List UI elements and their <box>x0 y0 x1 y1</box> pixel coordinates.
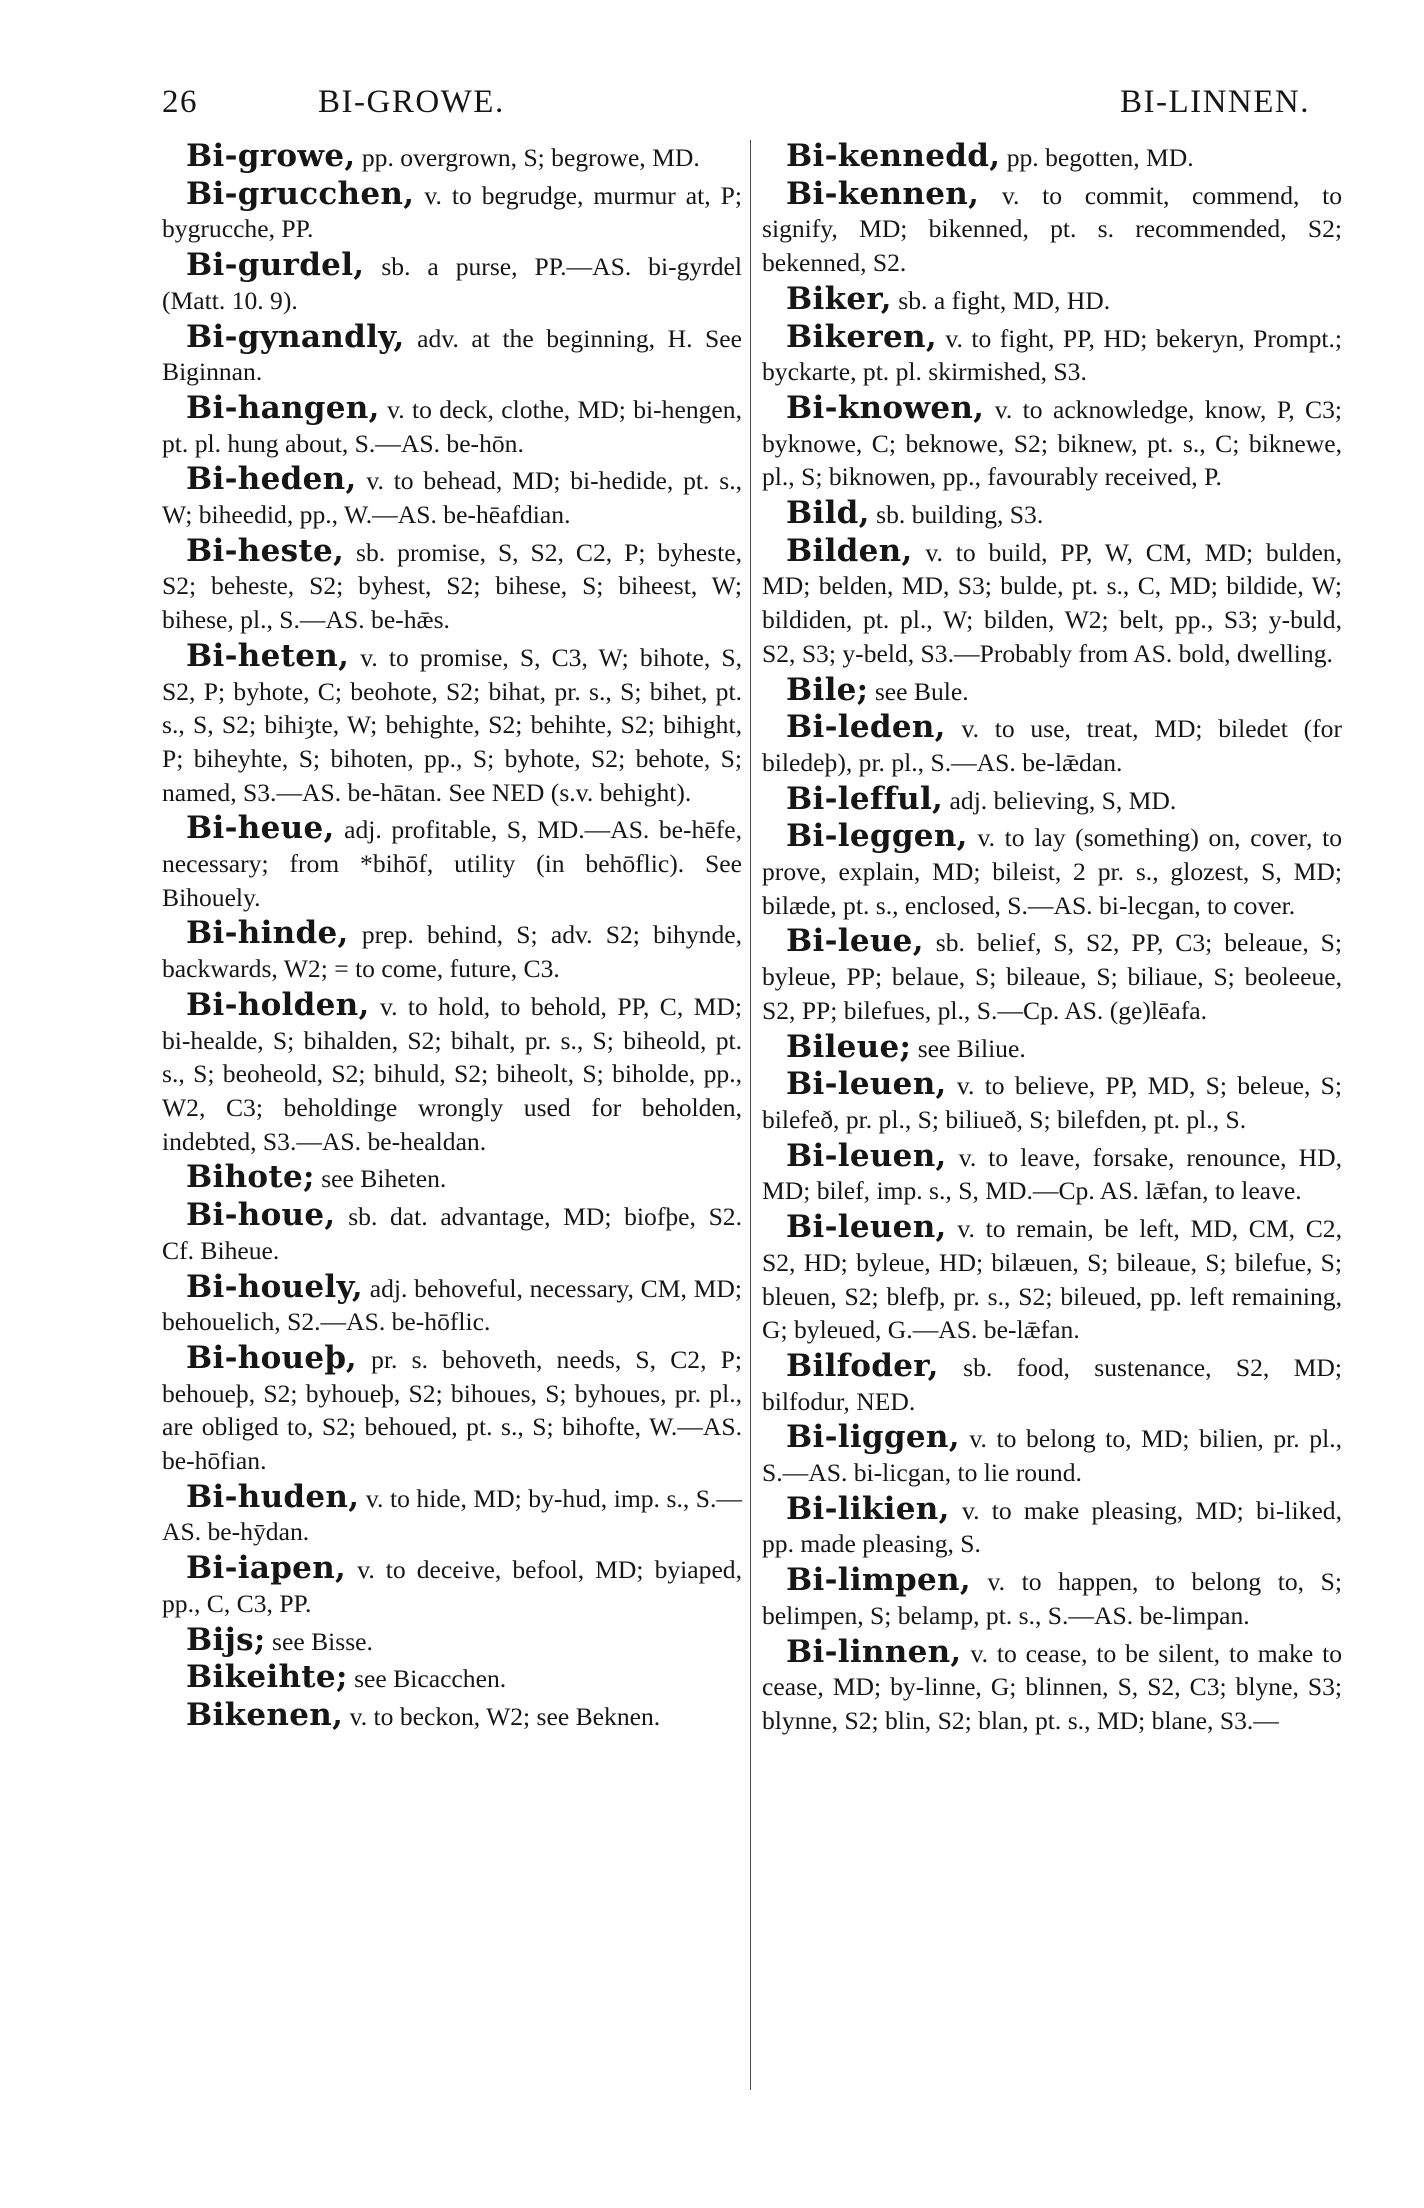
dictionary-entry <box>762 820 1342 922</box>
entry-headword: Bi-linnen, <box>786 1633 962 1670</box>
entry-headword: Bijs; <box>186 1621 266 1658</box>
entry-definition: v. to leave, forsake, renounce, HD, MD; bilef, imp. s., S, MD.—Cp. AS. lǣfan, to leave. <box>762 1142 1342 1206</box>
entry-headword: Bi-gynandly, <box>186 318 405 355</box>
entry-definition: v. to remain, be left, MD, CM, C2, S2, HD; byleue, HD; bilæuen, S; bileaue, S; bilefue, S; bleuen, S2; blefþ, pr. s., S2; bileued, pp. left remaining, G; byleued, G.—AS. be-lǣfan. <box>762 1214 1342 1345</box>
entry-headword: Bi-hangen, <box>186 389 380 426</box>
column-divider <box>750 140 751 2090</box>
dictionary-entry <box>162 917 742 985</box>
entry-headword: Bi-kennen, <box>786 175 980 212</box>
entry-headword: Bi-leuen, <box>786 1066 947 1103</box>
entry-definition: v. to belong to, MD; bilien, pr. pl., S.—AS. bi-licgan, to lie round. <box>762 1424 1342 1488</box>
entry-definition: adj. profitable, S, MD.—AS. be-hēfe, necessary; from *bihōf, utility (in behōflic). See Bihouely. <box>162 815 742 912</box>
entry-definition: v. to hold, to behold, PP, C, MD; bi-healde, S; bihalden, S2; bihalt, pr. s., S; biheold, pt. s., S; beoheold, S2; bihuld, S2; biheolt, S; biholde, pp., W2, C3; beholdinge wrongly used for beholden, indebted, S3.—AS. be-healdan. <box>162 991 742 1156</box>
dictionary-entry <box>762 175 1343 280</box>
entry-headword: Bilden, <box>786 532 913 569</box>
dictionary-entry <box>162 637 742 810</box>
entry-definition: sb. dat. advantage, MD; biofþe, S2. Cf. Biheue. <box>162 1202 743 1265</box>
entry-definition: adj. behoveful, necessary, CM, MD; behouelich, S2.—AS. be-hōflic. <box>162 1273 742 1337</box>
entry-headword: Biker, <box>786 280 892 317</box>
page-number: 26 <box>162 84 198 120</box>
entry-headword: Bi-houe, <box>186 1197 336 1234</box>
dictionary-entry <box>162 532 742 637</box>
right-column <box>762 140 1342 1741</box>
entry-headword: Bi-heue, <box>186 810 335 847</box>
running-header <box>150 84 1360 128</box>
dictionary-entry <box>762 1421 1342 1489</box>
entry-headword: Bi-heste, <box>186 532 345 569</box>
dictionary-entry <box>162 986 742 1159</box>
dictionary-entry <box>762 1028 1342 1066</box>
dictionary-entry <box>762 1490 1342 1561</box>
entry-definition: adv. at the beginning, H. See Biginnan. <box>162 323 742 387</box>
entry-headword: Bi-huden, <box>186 1478 360 1515</box>
entry-definition: v. to fight, PP, HD; bekeryn, Prompt.; byckarte, pt. pl. skirmished, S3. <box>762 323 1342 387</box>
entry-definition: v. to deceive, befool, MD; byiaped, pp., C, C3, PP. <box>162 1555 742 1618</box>
entry-headword: Bileue; <box>786 1028 912 1065</box>
entry-headword: Bi-heden, <box>186 461 357 498</box>
entry-definition: v. to behead, MD; bi-hedide, pt. s., W; biheedid, pp., W.—AS. be-hēafdian. <box>162 466 742 530</box>
entry-definition: see Bule. <box>874 676 969 706</box>
entry-headword: Bild, <box>786 495 870 532</box>
entry-definition: v. to acknowledge, know, P, C3; byknowe, C; beknowe, S2; biknew, pt. s., C; biknewe, pl., S; biknowen, pp., favourably received, P. <box>762 394 1342 492</box>
entry-definition: pr. s. behoveth, needs, S, C2, P; behoueþ, S2; byhoueþ, S2; bihoues, S; byhoues, pr. pl., are obliged to, S2; behoued, pt. s., S; bihofte, W.—AS. be-hōfian. <box>162 1344 742 1476</box>
entry-definition: sb. building, S3. <box>876 500 1044 530</box>
entry-definition: v. to cease, to be silent, to make to cease, MD; by-linne, G; blinnen, S, S2, C3; blyne, S3; blynne, S2; blin, S2; blan, pt. s., MD; blane, S3.— <box>762 1638 1342 1735</box>
dictionary-entry <box>762 925 1342 1027</box>
dictionary-entry <box>762 140 1342 175</box>
entry-definition: sb. a purse, PP.—AS. bi-gyrdel (Matt. 10. 9). <box>162 252 742 315</box>
entry-headword: Bi-holden, <box>186 986 370 1023</box>
entry-definition: sb. food, sustenance, S2, MD; bilfodur, NED. <box>762 1352 1342 1416</box>
entry-headword: Bi-houely, <box>186 1268 363 1305</box>
dictionary-entry <box>762 280 1342 318</box>
dictionary-entry <box>162 175 742 246</box>
dictionary-entry <box>762 497 1342 532</box>
dictionary-entry <box>162 1696 742 1734</box>
entry-definition: v. to begrudge, murmur at, P; bygrucche, PP. <box>162 180 742 244</box>
entry-definition: adj. believing, S, MD. <box>949 785 1177 815</box>
dictionary-entry <box>162 1339 742 1478</box>
dictionary-entry <box>762 780 1342 818</box>
entry-headword: Bi-likien, <box>786 1490 950 1527</box>
dictionary-entry <box>762 389 1342 494</box>
entry-headword: Bi-limpen, <box>786 1562 971 1599</box>
entry-headword: Bile; <box>786 671 869 708</box>
entry-definition: pp. begotten, MD. <box>1006 143 1194 172</box>
entry-headword: Bi-iapen, <box>186 1550 347 1587</box>
entry-headword: Bi-leuen, <box>786 1209 947 1246</box>
entry-definition: prep. behind, S; adv. S2; bihynde, backwards, W2; = to come, future, C3. <box>162 920 743 984</box>
dictionary-entry <box>162 318 742 389</box>
dictionary-entry <box>762 1137 1342 1208</box>
dictionary-entry <box>162 389 742 460</box>
entry-definition: sb. promise, S, S2, C2, P; byheste, S2; beheste, S2; byhest, S2; bihese, S; biheest, W; bihese, pl., S.—AS. be-hǣs. <box>162 537 742 635</box>
entry-definition: v. to beckon, W2; see Beknen. <box>349 1701 661 1731</box>
entry-definition: pp. overgrown, S; begrowe, MD. <box>361 143 700 172</box>
entry-headword: Bi-leue, <box>786 923 924 960</box>
entry-definition: v. to hide, MD; by-hud, imp. s., S.—AS. be-hȳdan. <box>162 1483 742 1547</box>
entry-headword: Bikenen, <box>186 1696 344 1733</box>
dictionary-entry <box>162 812 742 914</box>
entry-headword: Bi-leden, <box>786 709 946 746</box>
entry-headword: Bi-grucchen, <box>186 175 415 212</box>
entry-headword: Bilfoder, <box>786 1347 939 1384</box>
dictionary-entry <box>762 1347 1342 1418</box>
right-running-head: BI-LINNEN. <box>1119 84 1310 120</box>
entry-definition: v. to make pleasing, MD; bi-liked, pp. made pleasing, S. <box>762 1495 1342 1559</box>
entry-definition: v. to believe, PP, MD, S; beleue, S; bilefeð, pr. pl., S; biliueð, S; bilefden, pt. pl., S. <box>762 1071 1342 1134</box>
entry-definition: see Biliue. <box>917 1033 1026 1063</box>
entry-definition: see Bicacchen. <box>354 1664 507 1694</box>
entry-headword: Bi-leggen, <box>786 818 968 855</box>
entry-definition: see Biheten. <box>321 1164 447 1194</box>
left-column <box>162 140 742 1737</box>
entry-headword: Bi-liggen, <box>786 1419 960 1456</box>
entry-headword: Bi-growe, <box>186 138 356 174</box>
dictionary-entry <box>762 318 1342 389</box>
dictionary-entry <box>162 1661 742 1696</box>
entry-definition: sb. a fight, MD, HD. <box>898 285 1111 315</box>
entry-definition: v. to happen, to belong to, S; belimpen, S; belamp, pt. s., S.—AS. be-limpan. <box>762 1567 1342 1630</box>
dictionary-entry <box>162 1552 742 1620</box>
dictionary-entry <box>162 1161 742 1196</box>
entry-headword: Bi-hinde, <box>186 915 349 952</box>
entry-headword: Bi-knowen, <box>786 389 985 426</box>
entry-definition: v. to lay (something) on, cover, to prove, explain, MD; bileist, 2 pr. s., glozest, S, MD; bilæde, pt. s., enclosed, S.—AS. bi-lecgan, to cover. <box>762 823 1343 920</box>
entry-definition: sb. belief, S, S2, PP, C3; beleaue, S; byleue, PP; belaue, S; bileaue, S; biliaue, S; beoleeue, S2, PP; bilefues, pl., S.—Cp. AS. (ge)lēafa. <box>762 928 1343 1025</box>
entry-headword: Bi-lefful, <box>786 780 944 817</box>
entry-headword: Bikeihte; <box>186 1659 348 1696</box>
dictionary-entry <box>162 1199 742 1267</box>
entry-headword: Bi-heten, <box>186 637 350 674</box>
entry-definition: v. to use, treat, MD; biledet (for biledeþ), pr. pl., S.—AS. be-lǣdan. <box>762 714 1342 777</box>
entry-definition: v. to deck, clothe, MD; bi-hengen, pt. pl. hung about, S.—AS. be-hōn. <box>162 394 742 458</box>
entry-definition: v. to promise, S, C3, W; bihote, S, S2, P; byhote, C; beohote, S2; bihat, pr. s., S; bihet, pt. s., S, S2; bihiȝte, W; behighte, S2; behihte, S2; bihight, P; biheyhte, S; bihoten, pp., S; byhote, S2; behote, S; named, S3.—AS. be-hātan. See NED (s.v. behight). <box>162 642 742 807</box>
entry-headword: Bi-houeþ, <box>186 1339 357 1376</box>
dictionary-entry <box>762 532 1342 671</box>
entry-headword: Bihote; <box>186 1159 315 1196</box>
dictionary-entry <box>162 1621 742 1659</box>
dictionary-entry <box>762 671 1342 709</box>
dictionary-entry <box>762 1068 1342 1136</box>
entry-headword: Bi-leuen, <box>786 1137 947 1174</box>
dictionary-entry <box>162 249 742 317</box>
entry-definition: v. to build, PP, W, CM, MD; bulden, MD; belden, MD, S3; bulde, pt. s., C, MD; bildide, W; bildiden, pt. pl., W; bilden, W2; belt, pp., S3; y-buld, S2, S3; y-beld, S3.—Probably from AS. bold, dwelling. <box>762 537 1342 668</box>
entry-definition: see Bisse. <box>272 1626 373 1656</box>
dictionary-entry <box>162 140 742 175</box>
dictionary-entry <box>762 1633 1342 1738</box>
entry-headword: Bi-gurdel, <box>186 247 365 284</box>
entry-definition: v. to commit, commend, to signify, MD; bikenned, pt. s. recommended, S2; bekenned, S2. <box>762 180 1343 278</box>
entry-headword: Bi-kennedd, <box>786 138 1001 174</box>
dictionary-entry <box>762 1211 1342 1347</box>
dictionary-entry <box>162 1478 742 1549</box>
dictionary-entry <box>762 711 1342 779</box>
dictionary-entry <box>762 1564 1342 1632</box>
left-running-head: BI-GROWE. <box>318 84 505 120</box>
dictionary-entry <box>162 463 742 531</box>
entry-headword: Bikeren, <box>786 318 937 355</box>
dictionary-entry <box>162 1268 742 1339</box>
